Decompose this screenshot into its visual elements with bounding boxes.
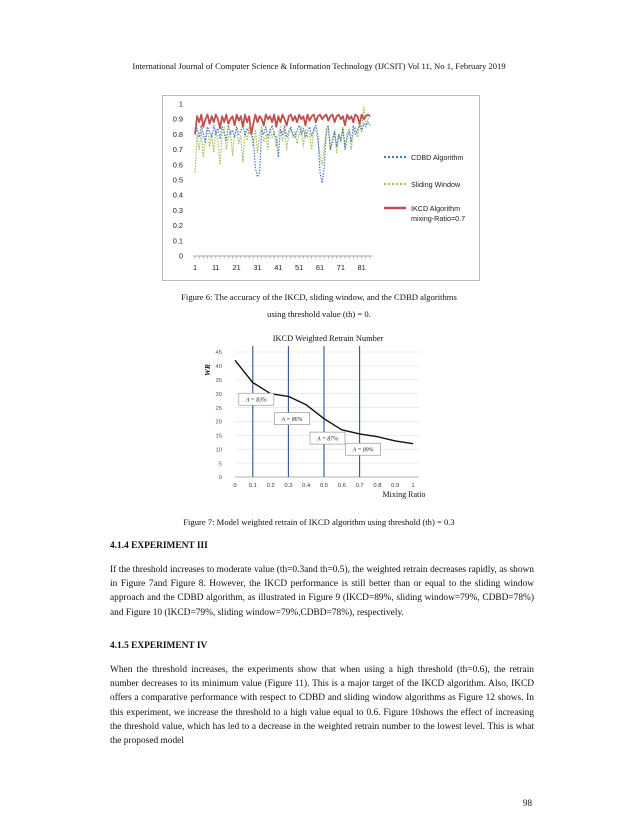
fig7-ytick-label: 45 <box>215 350 222 357</box>
fig6-ytick-label: 0 <box>178 251 183 261</box>
fig7-xtick-label: 1 <box>411 483 415 489</box>
fig6-ytick-label: 0.9 <box>172 114 183 124</box>
page-number: 98 <box>523 798 532 808</box>
fig7-xtick-label: 0.7 <box>355 483 364 489</box>
fig7-ytick-label: 30 <box>215 391 222 398</box>
fig7-annotation-label: A = 83% <box>245 397 267 404</box>
fig7-ytick-label: 0 <box>218 475 222 482</box>
legend-ikcd-label <box>411 204 465 223</box>
legend-ikcd-label-line2: mixing-Ratio=0.7 <box>411 214 466 223</box>
fig7-ytick-label: 10 <box>215 447 222 454</box>
section-paragraph-experiment-iv: When the threshold increases, the experiments show that when using a high threshold (th=0.6), the retrain number decreases to its minimum value (Figure 11). This is a major target of the IKCD algorithm. Also, IKCD offers a comparative performance with respect to CDBD and sliding window algorithms as Figure 12 shows. In this experiment, we increase the threshold to a high value equal to 0.6. Figure 10shows the effect of increasing the threshold value, which has led to a decrease in the weighted retrain number to the lowest level. This is what the proposed model <box>110 665 534 747</box>
figure-7-xlabel: Mixing Ratio <box>382 490 426 499</box>
fig7-xtick-label: 0.5 <box>319 483 329 489</box>
fig6-ytick-label: 0.8 <box>172 129 183 139</box>
fig6-xtick-label: 31 <box>253 263 262 272</box>
fig6-xtick-label: 21 <box>232 263 241 272</box>
fig6-xtick-label: 81 <box>357 263 366 272</box>
figure-7-title: IKCD Weighted Retrain Number <box>272 334 384 343</box>
fig7-xtick-label: 0.9 <box>391 483 400 489</box>
fig6-ytick-label: 0.4 <box>172 190 183 200</box>
fig6-ytick-label: 1 <box>178 99 183 109</box>
fig7-annotation-label: A = 86% <box>281 417 303 424</box>
fig7-annotation-label: A = 89% <box>352 447 374 454</box>
fig7-xtick-label: 0.4 <box>302 483 311 489</box>
fig7-xtick-label: 0 <box>233 483 237 489</box>
fig7-ytick-label: 20 <box>215 419 222 426</box>
section-paragraph-experiment-iii: If the threshold increases to moderate value (th=0.3and th=0.5), the weighted retrain decreases rapidly, as shown in Figure 7and Figure 8. However, the IKCD performance is still better than or equal to the sliding window approach and the CDBD algorithm, as illustrated in Figure 9 (IKCD=89%, sliding window=79%, CDBD=78%) and Figure 10 (IKCD=79%, sliding window=79%,CDBD=78%), respectively. <box>110 565 534 618</box>
legend-ikcd-label-line1: IKCD Algorithm <box>411 204 461 213</box>
fig6-ytick-label: 0.1 <box>172 236 183 246</box>
fig7-ytick-label: 35 <box>215 377 222 384</box>
fig6-ytick-label: 0.6 <box>172 160 183 170</box>
fig7-ytick-label: 15 <box>215 433 222 440</box>
fig6-xtick-label: 1 <box>192 263 198 272</box>
fig6-xtick-label: 51 <box>295 263 304 272</box>
figure-6-caption-line-2: using threshold value (th) = 0. <box>267 309 371 319</box>
fig6-xtick-label: 41 <box>274 263 283 272</box>
fig7-ytick-label: 40 <box>215 364 222 371</box>
section-heading-experiment-iii: 4.1.4 EXPERIMENT III <box>110 541 208 551</box>
fig6-xtick-label: 71 <box>336 263 345 272</box>
fig7-xtick-label: 0.3 <box>284 483 293 489</box>
figure-6-chart <box>162 95 480 281</box>
fig7-xtick-label: 0.8 <box>373 483 382 489</box>
figure-7-ylabel: WR <box>203 364 212 376</box>
fig7-ytick-label: 25 <box>215 405 222 412</box>
fig6-ytick-label: 0.7 <box>172 145 183 155</box>
fig7-xtick-label: 0.6 <box>337 483 346 489</box>
legend-sliding-label: Sliding Window <box>411 180 461 189</box>
figure-7-caption: Figure 7: Model weighted retrain of IKCD algorithm using threshold (th) = 0.3 <box>183 517 455 527</box>
journal-header: International Journal of Computer Science & Information Technology (IJCSIT) Vol 11, No 1, February 2019 <box>132 61 506 71</box>
fig7-xtick-label: 0.2 <box>266 483 275 489</box>
fig6-ytick-label: 0.2 <box>172 221 183 231</box>
fig7-annotation-label: A = 87% <box>317 436 338 443</box>
fig6-xtick-label: 61 <box>315 263 325 272</box>
figure-7-chart <box>203 330 438 502</box>
fig6-xtick-label: 11 <box>211 263 220 272</box>
fig7-ytick-label: 5 <box>218 461 222 468</box>
section-heading-experiment-iv: 4.1.5 EXPERIMENT IV <box>110 641 208 651</box>
legend-cdbd-label: CDBD Algorithm <box>411 153 464 162</box>
fig6-ytick-label: 0.5 <box>172 175 183 185</box>
fig7-xtick-label: 0.1 <box>248 483 257 489</box>
figure-6-caption-line-1: Figure 6: The accuracy of the IKCD, sliding window, and the CDBD algorithms <box>181 292 457 302</box>
fig6-ytick-label: 0.3 <box>172 205 183 215</box>
